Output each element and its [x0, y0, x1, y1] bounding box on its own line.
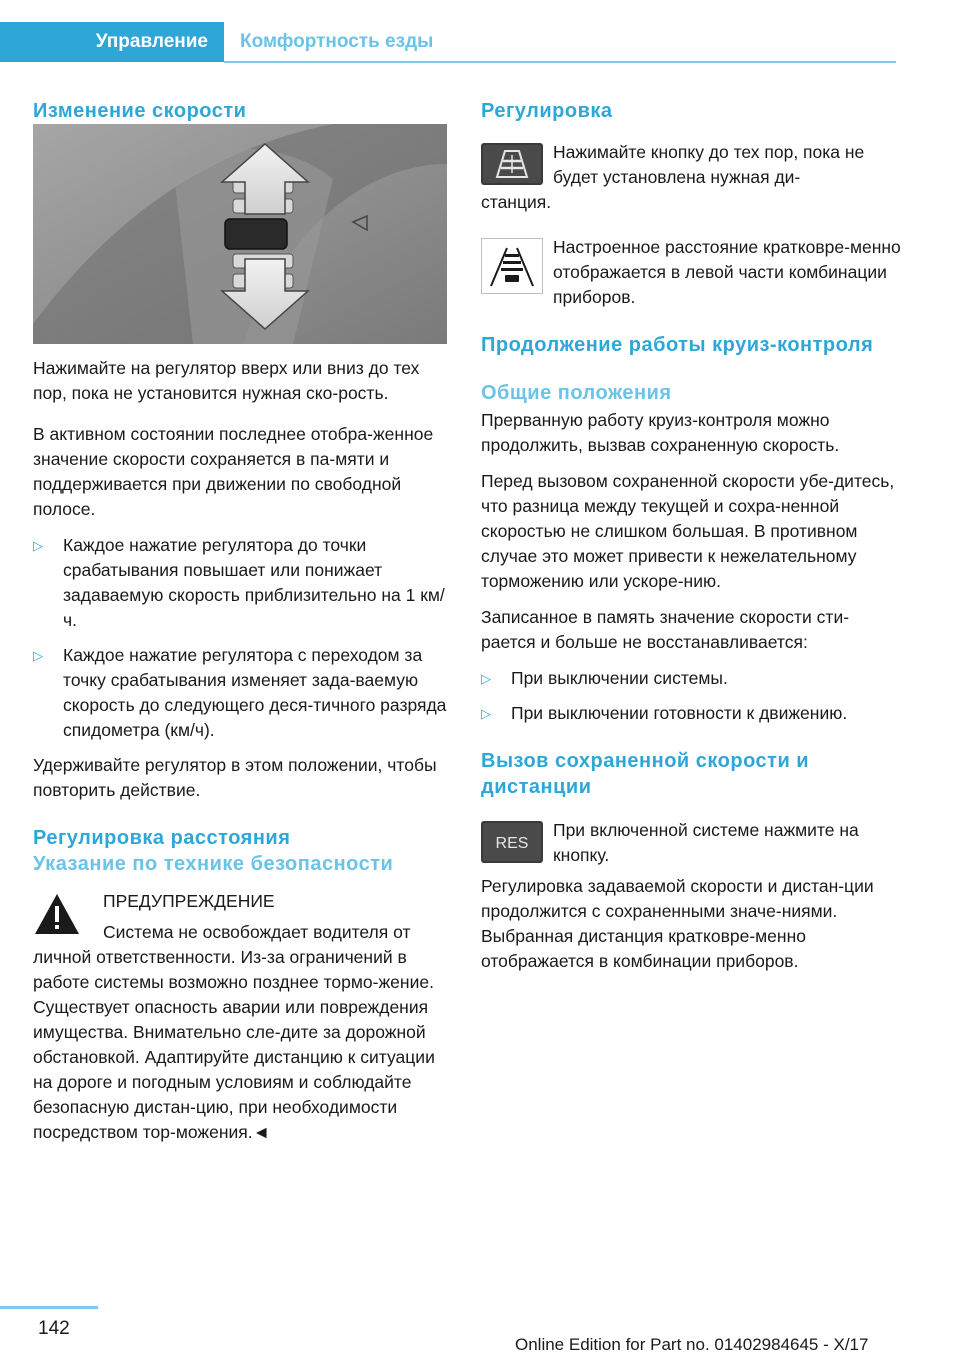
list-item — [481, 701, 901, 726]
warning-block — [33, 889, 447, 945]
res-button-block — [481, 818, 901, 868]
res-button[interactable] — [481, 821, 543, 863]
list-item-text: При выключении готовности к движению. — [511, 703, 848, 723]
page-number: 142 — [38, 1318, 70, 1339]
paragraph: При включенной системе нажмите на кнопку. — [553, 820, 859, 865]
paragraph: станция. — [481, 192, 552, 212]
paragraph: Перед вызовом сохраненной скорости убе-дитесь, что разница между текущей и сохра-ненной скоростью не слишком большая. В противном случае это может привести к нежелательному торможению или ускоре-нию. — [481, 471, 895, 591]
paragraph: Записанное в память значение скорости сти-рается и больше не восстанавливается: — [481, 607, 850, 652]
list-item-text: Каждое нажатие регулятора до точки срабатывания повышает или понижает задаваемую скорость приблизительно на 1 км/ч. — [63, 535, 445, 630]
distance-button-block — [481, 140, 901, 190]
paragraph: Прерванную работу круиз-контроля можно продолжить, вызвав сохраненную скорость. — [481, 410, 840, 455]
header-tab-active[interactable]: Управление — [0, 22, 224, 62]
heading-recall-speed: Вызов сохраненной скорости и дистанции — [481, 750, 810, 798]
distance-display-icon — [481, 238, 543, 294]
paragraph: Нажимайте на регулятор вверх или вниз до тех пор, пока не установится нужная ско-рость. — [33, 358, 420, 403]
heading-safety-note: Указание по технике безопасности — [33, 853, 394, 875]
heading-regulation: Регулировка — [481, 100, 613, 122]
distance-button-icon[interactable] — [481, 143, 543, 185]
triangle-bullet-icon: ▷ — [481, 706, 491, 721]
paragraph: Настроенное расстояние кратковре-менно отображается в левой части комбинации приборов. — [553, 237, 901, 307]
paragraph: Нажимайте кнопку до тех пор, пока не будет установлена нужная ди- — [553, 142, 865, 187]
header-rule — [224, 61, 896, 63]
list-item-text: Каждое нажатие регулятора с переходом за точку срабатывания изменяет зада-ваемую скорость до следующего деся-тичного разряда спидометра (км/ч). — [63, 645, 447, 740]
paragraph: Регулировка задаваемой скорости и дистан-ции продолжится с сохраненными значе-ниями. Выбранная дистанция кратковре-менно отображается в комбинации приборов. — [481, 876, 874, 971]
paragraph: В активном состоянии последнее отобра-женное значение скорости сохраняется в па-мяти и поддерживается при движении по свободной полосе. — [33, 424, 434, 519]
heading-continue-cruise: Продолжение работы круиз-контроля — [481, 334, 874, 356]
steering-wheel-figure — [33, 124, 447, 344]
paragraph: Удерживайте регулятор в этом положении, чтобы повторить действие. — [33, 755, 437, 800]
list-item — [33, 533, 447, 633]
triangle-bullet-icon: ▷ — [481, 671, 491, 686]
heading-speed-change: Изменение скорости — [33, 100, 247, 122]
distance-display-block — [481, 235, 901, 310]
warning-text: личной ответственности. Из-за ограничений в работе системы возможно позднее тормо-жение. Существует опасность аварии или повреждения имущества. Внимательно сле-дите за дорожной обстановкой. Адаптируйте дистанцию к ситуации на дороге и погодным условиям и соблюдайте безопасную дистан-цию, при необходимости посредством тор-можения.◄ — [33, 947, 435, 1142]
heading-distance-regulation: Регулировка расстояния — [33, 827, 291, 849]
heading-general: Общие положения — [481, 382, 672, 404]
triangle-bullet-icon: ▷ — [33, 648, 43, 663]
left-column — [33, 98, 447, 1145]
list-item — [481, 666, 901, 691]
list-item — [33, 643, 447, 743]
footer-rule — [0, 1306, 98, 1309]
right-column — [481, 98, 901, 974]
triangle-bullet-icon: ▷ — [33, 538, 43, 553]
warning-icon — [33, 892, 81, 936]
list-item-text: При выключении системы. — [511, 668, 728, 688]
header-separator — [224, 22, 226, 62]
warning-title: ПРЕДУПРЕЖДЕНИЕ — [103, 891, 275, 911]
warning-text-first-line: Система не освобождает водителя от — [103, 922, 411, 942]
header-tab-inactive[interactable]: Комфортность езды — [240, 31, 434, 52]
edition-text: Online Edition for Part no. 01402984645 - X/17 — [515, 1335, 869, 1354]
steering-wheel-illustration — [33, 124, 447, 344]
res-button-label: RES — [495, 835, 529, 852]
